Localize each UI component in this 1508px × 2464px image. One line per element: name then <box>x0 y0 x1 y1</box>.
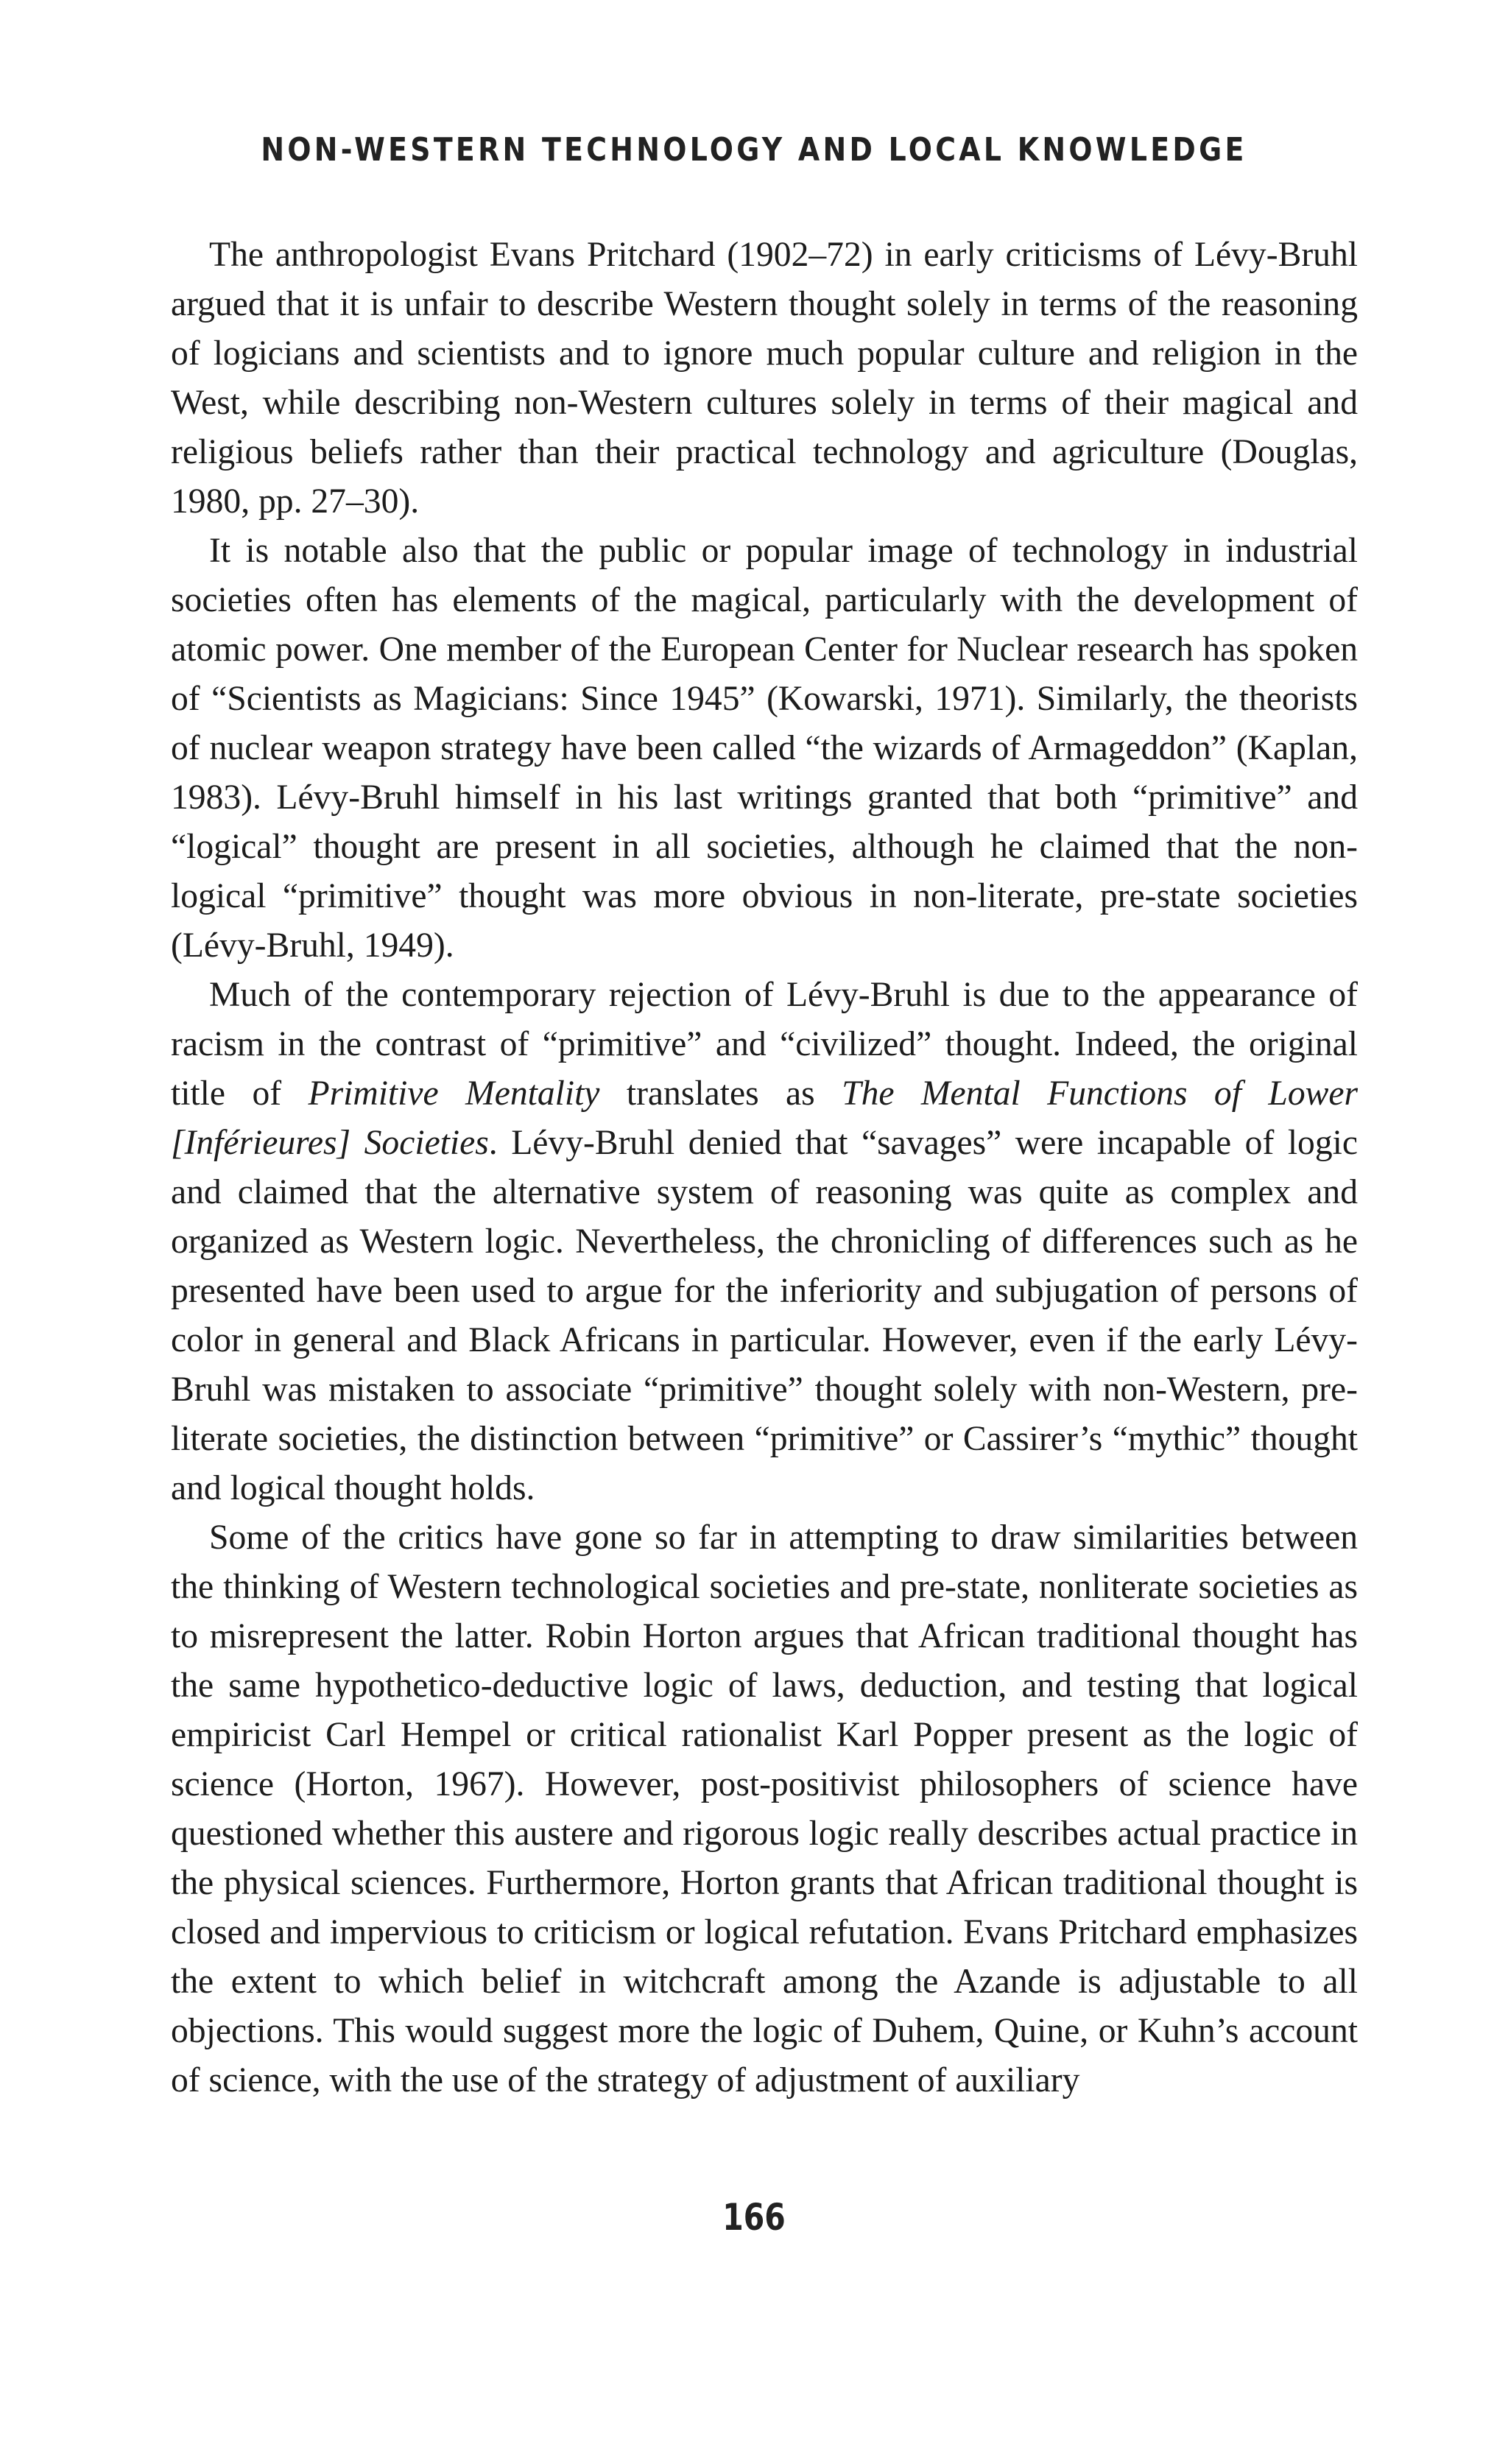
paragraph-4: Some of the critics have gone so far in attempting to draw similarities between the thinking of Western technological societies and pre-state, nonliterate societies as to misrepresent the latter. Robin Horton argues that African traditional thought has the same hypothetico-deductive logic of laws, deduction, and testing that logical empiricist Carl Hempel or critical rationalist Karl Popper present as the logic of science (Horton, 1967). However, post-positivist philosophers of science have questioned whether this austere and rigorous logic really describes actual practice in the physical sciences. Furthermore, Horton grants that African traditional thought is closed and impervious to criticism or logical refutation. Evans Pritchard emphasizes the extent to which belief in witchcraft among the Azande is adjustable to all objections. This would suggest more the logic of Duhem, Quine, or Kuhn’s account of science, with the use of the strategy of adjustment of auxiliary <box>171 1518 1358 2099</box>
body-text <box>171 230 1358 2105</box>
book-title-mental-functions: The Mental Functions of Lower [Inférieures] Societies <box>171 1074 1359 1162</box>
paragraph-1: The anthropologist Evans Pritchard (1902–72) in early criticisms of Lévy-Bruhl argued that it is unfair to describe Western thought solely in terms of the reasoning of logicians and scientists and to ignore much popular culture and religion in the West, while describing non-Western cultures solely in terms of their magical and religious beliefs rather than their practical technology and agriculture (Douglas, 1980, pp. 27–30). <box>171 236 1358 521</box>
paragraph-3-part-c: . Lévy-Bruhl denied that “savages” were incapable of logic and claimed that the alternative system of reasoning was quite as complex and organized as Western logic. Nevertheless, the chronicling of differences such as he presented have been used to argue for the inferiority and subjugation of persons of color in general and Black Africans in particular. However, even if the early Lévy-Bruhl was mistaken to associate “primitive” thought solely with non-Western, pre-literate societies, the distinction between “primitive” or Cassirer’s “mythic” thought and logical thought holds. <box>171 1124 1358 1507</box>
running-head: NON-WESTERN TECHNOLOGY AND LOCAL KNOWLEDGE <box>261 131 1247 169</box>
paragraph-3 <box>171 971 1358 1513</box>
book-title-primitive-mentality: Primitive Mentality <box>308 1074 600 1113</box>
paragraph-2: It is notable also that the public or popular image of technology in industrial societies often has elements of the magical, particularly with the development of atomic power. One member of the European Center for Nuclear research has spoken of “Scientists as Magicians: Since 1945” (Kowarski, 1971). Similarly, the theorists of nuclear weapon strategy have been called “the wizards of Armageddon” (Kaplan, 1983). Lévy-Bruhl himself in his last writings granted that both “primitive” and “logical” thought are present in all societies, although he claimed that the non-logical “primitive” thought was more obvious in non-literate, pre-state societies (Lévy-Bruhl, 1949). <box>171 532 1358 965</box>
page-number: 166 <box>722 2196 786 2239</box>
paragraph-3-part-b: translates as <box>599 1074 842 1113</box>
paragraph-3-part-a: Much of the contemporary rejection of Lévy-Bruhl is due to the appearance of racism in the contrast of “primitive” and “civilized” thought. Indeed, the original title of <box>171 976 1358 1113</box>
